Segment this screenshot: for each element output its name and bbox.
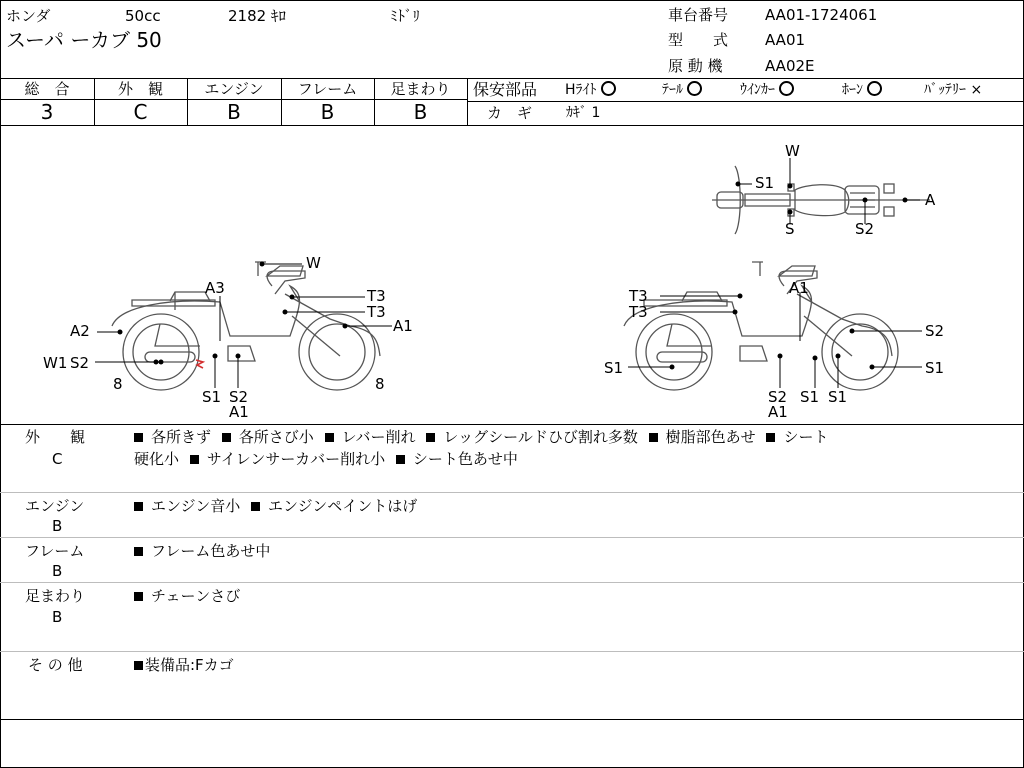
note-items-exterior-line2: 硬化小 サイレンサーカバー削れ小 シート色あせ中 (134, 450, 518, 468)
safety-item-name: ﾎｰﾝ (842, 82, 863, 98)
notes-divider (0, 492, 1024, 493)
bullet-square-icon (134, 502, 143, 511)
notes-divider (0, 537, 1024, 538)
left-side-bike (112, 262, 380, 390)
grades-top-line (0, 78, 1024, 79)
note-grade-engine: B (52, 517, 63, 535)
safety-item-name: ｳｲﾝｶｰ (740, 82, 775, 98)
model-code: AA01 (765, 31, 806, 49)
diagram-label: S (785, 220, 795, 238)
grade-frame-label: フレーム (297, 80, 358, 98)
engine-label: 原 動 機 (668, 57, 723, 75)
diagram-label: S1 (755, 174, 775, 192)
diagram-label: S2 (70, 354, 90, 372)
diagram-label: A (925, 191, 936, 209)
diagram-label: W1 (43, 354, 68, 372)
frame-no: AA01-1724061 (765, 6, 878, 24)
notes-bottom-line (0, 719, 1024, 720)
safety-item-battery (924, 81, 982, 99)
notes-divider (0, 651, 1024, 652)
note-grade-suspension: B (52, 608, 63, 626)
safety-item-horn (842, 81, 882, 99)
bullet-square-icon (649, 433, 658, 442)
leader-lines (95, 158, 922, 388)
diagram-label: 8 (113, 375, 123, 393)
bullet-square-icon (190, 455, 199, 464)
diagram-label: A1 (393, 317, 413, 335)
bullet-square-icon (134, 592, 143, 601)
diagram-label: T3 (629, 303, 648, 321)
diagram-label: S1 (604, 359, 624, 377)
bullet-square-icon (396, 455, 405, 464)
notes-divider (0, 582, 1024, 583)
model-label: 型 式 (668, 31, 729, 49)
diagram-label: A1 (229, 403, 249, 421)
diagram-label: S2 (925, 322, 945, 340)
mileage: 2182 ｷﾛ (228, 7, 286, 25)
note-grade-exterior: C (52, 450, 63, 468)
note-items-other: 装備品:Fカゴ (128, 656, 234, 674)
bullet-square-icon (134, 547, 143, 556)
ok-circle-icon (867, 81, 882, 96)
ng-cross-icon: × (970, 82, 983, 98)
ok-circle-icon (601, 81, 616, 96)
safety-item-name: Hﾗｲﾄ (565, 82, 597, 98)
grade-frame-value: B (320, 100, 335, 124)
note-items-suspension: チェーンさび (128, 587, 240, 605)
ok-circle-icon (687, 81, 702, 96)
grade-suspension-label: 足まわり (390, 80, 451, 98)
bullet-square-icon (766, 433, 775, 442)
bullet-square-icon (325, 433, 334, 442)
grade-engine-label: エンジン (204, 80, 264, 98)
top-view-bike (712, 166, 930, 234)
diagram-label: A2 (70, 322, 90, 340)
diagram-label: S1 (202, 388, 222, 406)
diagram-label: T3 (367, 303, 386, 321)
safety-item-headlight (565, 81, 616, 99)
safety-item-name: ﾃｰﾙ (662, 82, 683, 98)
note-items-frame: フレーム色あせ中 (128, 542, 270, 560)
grade-exterior-value: C (133, 100, 148, 124)
body-color: ﾐﾄﾞﾘ (390, 7, 421, 25)
key-value: ｶｷﾞ 1 (566, 105, 601, 121)
right-side-bike (624, 262, 898, 390)
bullet-square-icon (426, 433, 435, 442)
grade-engine-value: B (227, 100, 241, 124)
safety-item-name: ﾊﾞｯﾃﾘｰ (924, 82, 966, 98)
model-name: スーパ ーカブ 50 (6, 28, 162, 52)
note-category-suspension: 足まわり (25, 587, 86, 605)
note-category-exterior: 外 観 (25, 428, 86, 446)
diagram-label: W (785, 142, 800, 160)
diagram-label: A1 (768, 403, 788, 421)
note-grade-frame: B (52, 562, 63, 580)
safety-label: 保安部品 (473, 80, 538, 99)
note-items-exterior: 各所きず 各所さび小 レバー削れ レッグシールドひび割れ多数 樹脂部色あせ シート (128, 428, 828, 446)
engine-code: AA02E (765, 57, 815, 75)
diagram-label: T3 (629, 287, 648, 305)
diagram-label: S1 (828, 388, 848, 406)
grade-exterior-label: 外 観 (117, 80, 163, 98)
diagram-label: S2 (768, 388, 788, 406)
diagram-label: S2 (229, 388, 249, 406)
diagram-label: 8 (375, 375, 385, 393)
diagram-label: S1 (925, 359, 945, 377)
bullet-square-icon (134, 661, 143, 670)
grade-suspension-value: B (413, 100, 428, 124)
note-category-engine: エンジン (25, 497, 85, 515)
note-items-engine: エンジン音小 エンジンペイントはげ (128, 497, 417, 515)
bullet-square-icon (222, 433, 231, 442)
grade-divider (467, 78, 468, 125)
grade-overall-value: 3 (40, 100, 54, 124)
damage-diagram (0, 126, 1024, 424)
diagram-label: S2 (855, 220, 875, 238)
note-category-frame: フレーム (25, 542, 85, 560)
safety-item-winker (740, 81, 794, 99)
key-label: カ ギ (487, 104, 533, 122)
maker: ホンダ (6, 7, 51, 25)
frame-no-label: 車台番号 (668, 6, 729, 24)
ok-circle-icon (779, 81, 794, 96)
diagram-label: A1 (789, 279, 809, 297)
bullet-square-icon (251, 502, 260, 511)
bullet-square-icon (134, 433, 143, 442)
diagram-label: A3 (205, 279, 225, 297)
diagram-label: W (306, 254, 321, 272)
notes-top-line (0, 424, 1024, 425)
safety-item-tail (662, 81, 702, 99)
diagram-label: T3 (367, 287, 386, 305)
grade-overall-label: 総 合 (24, 80, 70, 98)
diagram-label: S1 (800, 388, 820, 406)
displacement: 50cc (125, 7, 161, 25)
note-category-other: そ の 他 (28, 656, 83, 674)
safety-mid-line (467, 101, 1024, 102)
